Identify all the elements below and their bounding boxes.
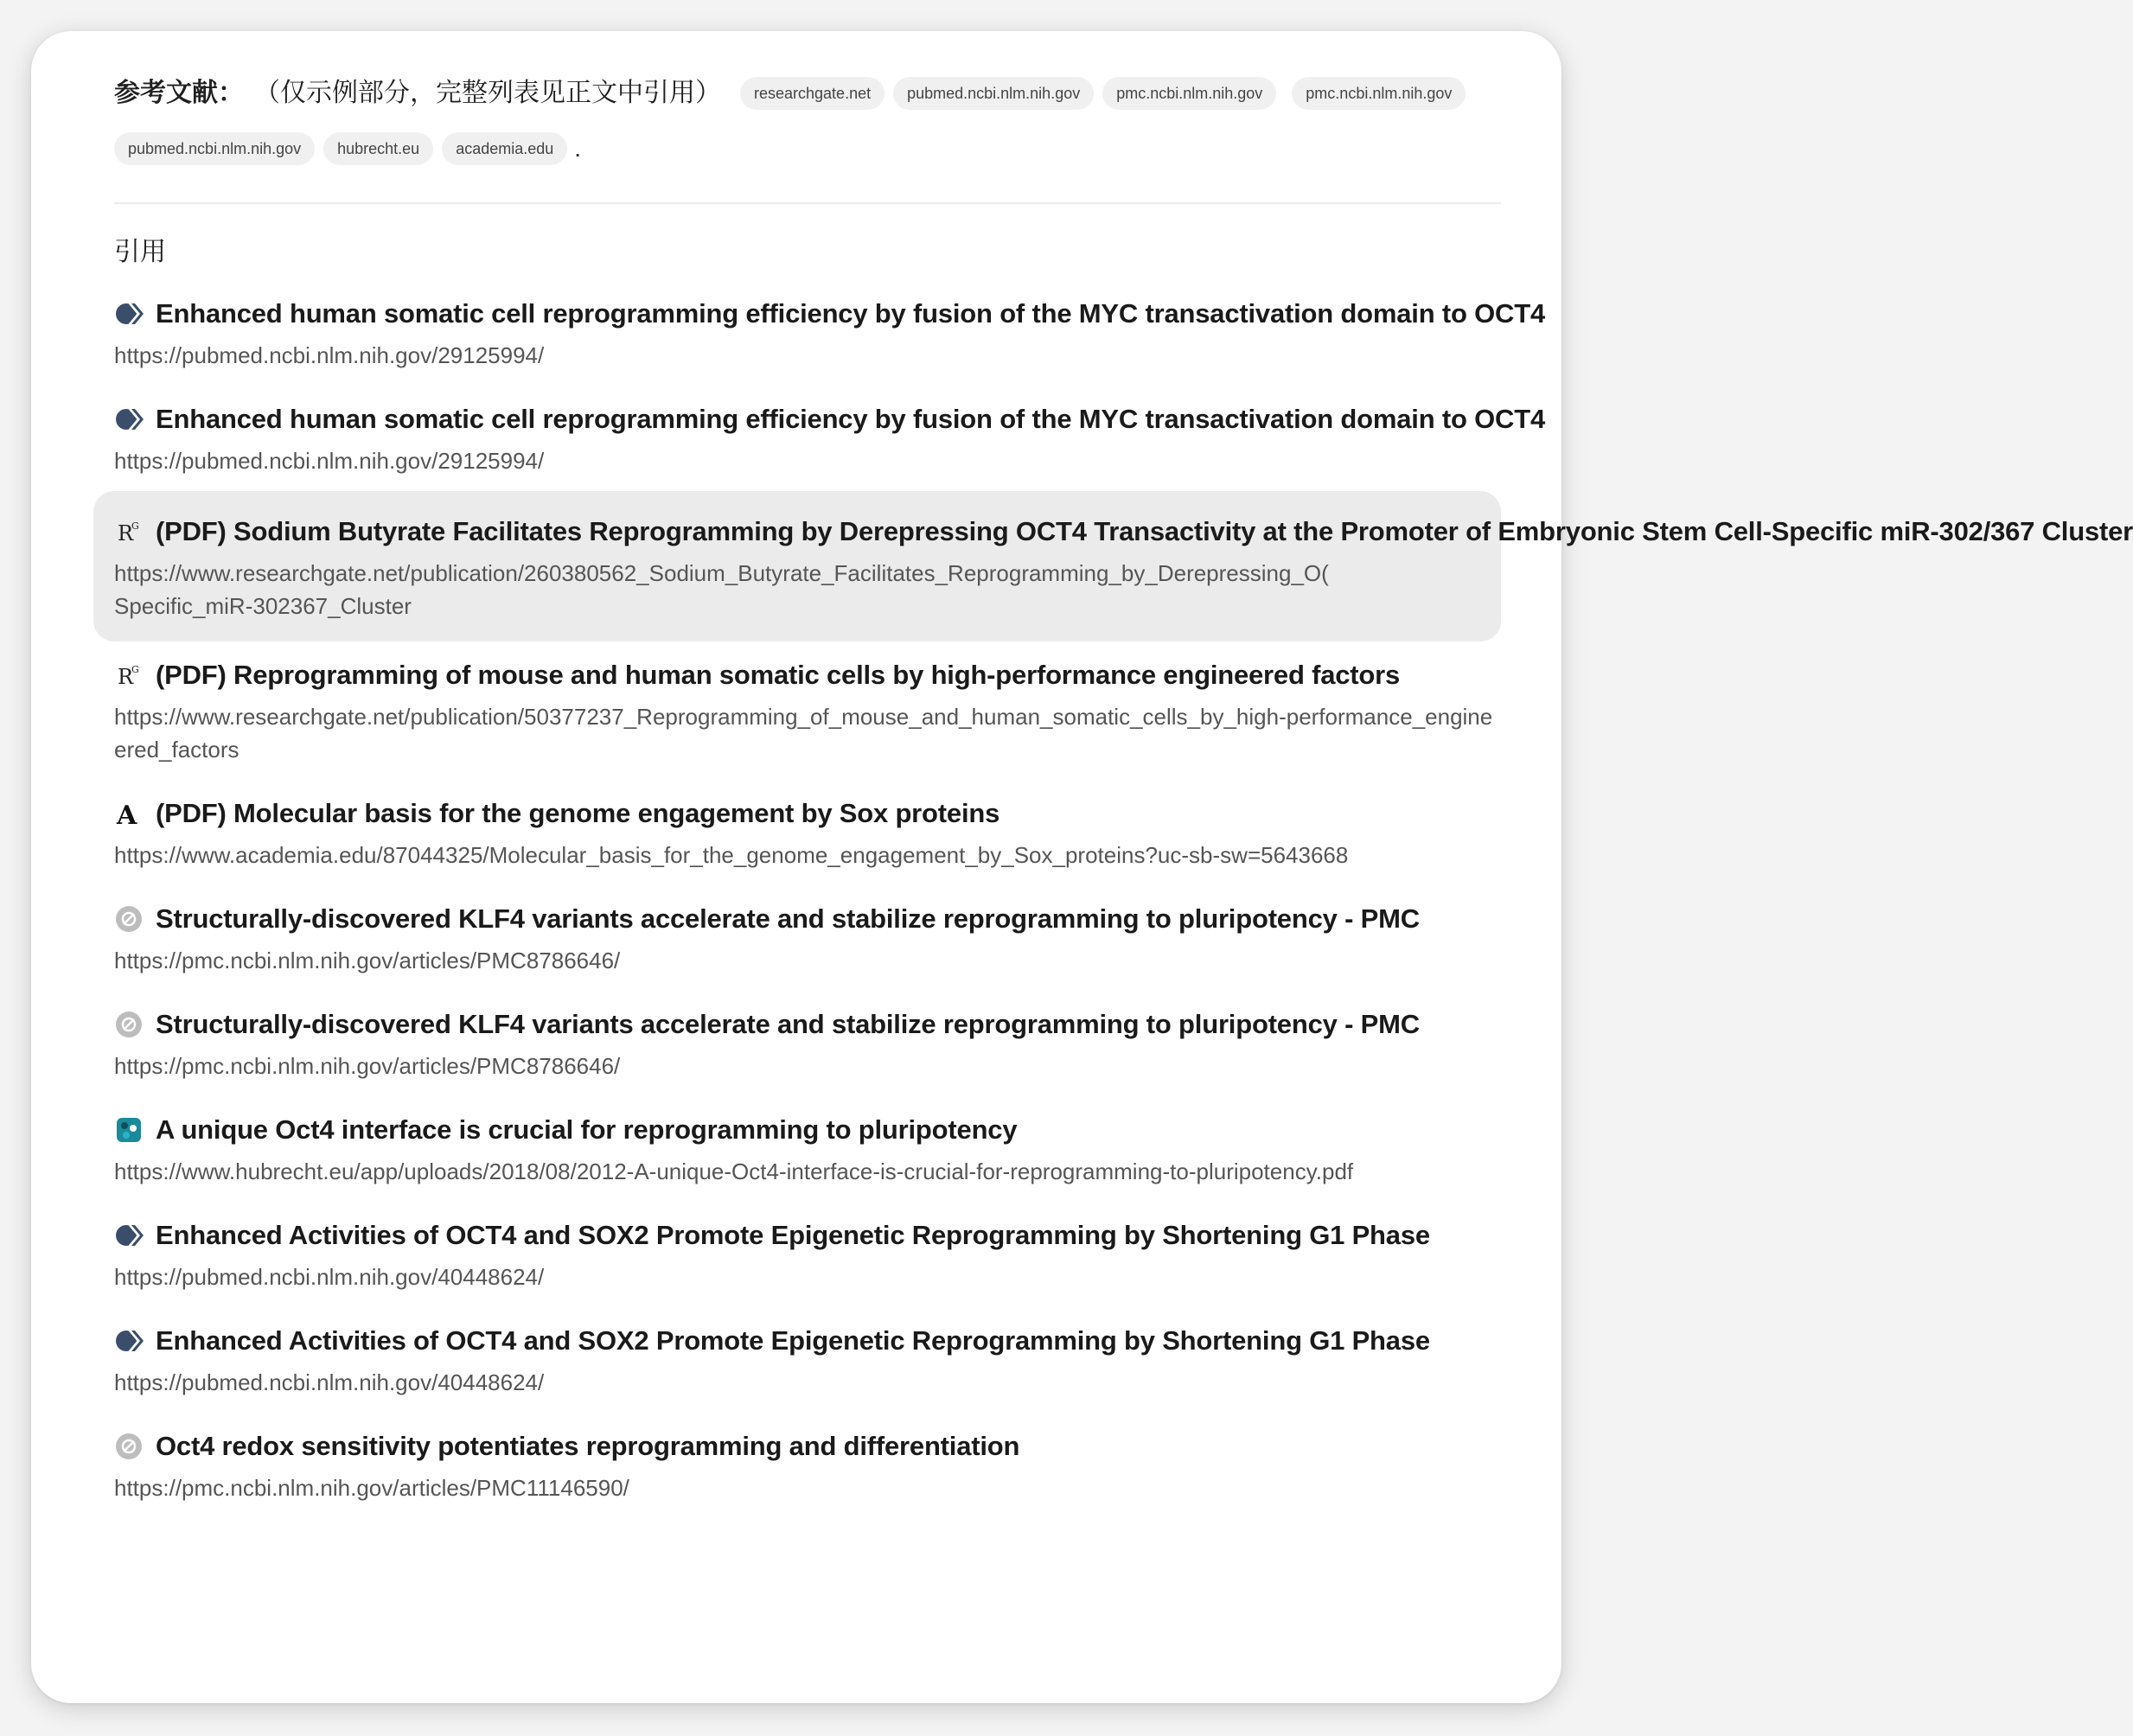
citation-url[interactable]: https://www.hubrecht.eu/app/uploads/2018/08/2012-A-unique-Oct4-interface-is-crucial-for-reprogramming-to-pluripotency.pdf (114, 1158, 1354, 1184)
svg-text:G: G (131, 664, 139, 675)
citation-url-line: Specific_miR-302367_Cluster (114, 593, 412, 619)
citation-title[interactable]: Oct4 redox sensitivity potentiates reprogramming and differentiation (156, 1431, 1020, 1461)
citation-title[interactable]: Enhanced human somatic cell reprogramming efficiency by fusion of the MYC transactivation domain to OCT4 (156, 298, 1545, 329)
citation-item-highlighted[interactable] (93, 491, 2133, 641)
references-line (114, 73, 1501, 169)
source-chip-pubmed[interactable]: pubmed.ncbi.nlm.nih.gov (114, 132, 315, 165)
source-chip-pubmed[interactable]: pubmed.ncbi.nlm.nih.gov (893, 77, 1094, 110)
researchgate-icon (114, 661, 144, 690)
citation-url[interactable]: https://www.researchgate.net/publication/50377237_Reprogramming_of_mouse_and_human_somatic_cells_by_high-performance_engineered_factors (114, 704, 1493, 763)
references-period: . (574, 135, 582, 162)
source-chip-pmc[interactable]: pmc.ncbi.nlm.nih.gov (1292, 77, 1466, 110)
citation-title[interactable]: Structurally-discovered KLF4 variants accelerate and stabilize reprogramming to pluripotency - PMC (156, 1009, 1420, 1039)
citation-title[interactable]: (PDF) Reprogramming of mouse and human somatic cells by high-performance engineered factors (156, 660, 1401, 690)
svg-text:G: G (131, 520, 139, 532)
citation-title[interactable]: (PDF) Molecular basis for the genome engagement by Sox proteins (156, 798, 1000, 828)
citation-url[interactable]: https://pmc.ncbi.nlm.nih.gov/articles/PMC11146590/ (114, 1475, 629, 1501)
citation-url[interactable]: https://pubmed.ncbi.nlm.nih.gov/40448624/ (114, 1264, 545, 1290)
citation-item[interactable] (114, 1003, 1501, 1108)
citation-item[interactable] (114, 398, 1545, 503)
citation-title[interactable]: Enhanced human somatic cell reprogramming efficiency by fusion of the MYC transactivation domain to OCT4 (156, 404, 1545, 434)
pmc-icon (114, 1432, 144, 1461)
citations-heading: 引用 (114, 237, 166, 267)
citation-item[interactable] (114, 1319, 1501, 1425)
citation-url[interactable]: https://pubmed.ncbi.nlm.nih.gov/29125994/ (114, 448, 545, 474)
references-label: 参考文献： (114, 78, 244, 108)
citation-url[interactable] (114, 557, 1480, 622)
citation-url[interactable]: https://pubmed.ncbi.nlm.nih.gov/40448624/ (114, 1369, 545, 1395)
pubmed-icon (114, 405, 144, 434)
pubmed-icon (114, 1326, 144, 1356)
citation-url-line: https://www.researchgate.net/publication/260380562_Sodium_Butyrate_Facilitates_Reprogramming_by_Derepressing_O( (114, 560, 1329, 586)
panel-content (114, 73, 2133, 1530)
citation-item[interactable] (114, 897, 1501, 1003)
hubrecht-icon (114, 1115, 144, 1145)
citation-url[interactable]: https://pubmed.ncbi.nlm.nih.gov/29125994/ (114, 342, 545, 368)
citation-url[interactable]: https://pmc.ncbi.nlm.nih.gov/articles/PMC8786646/ (114, 948, 621, 973)
source-chip-hubrecht[interactable]: hubrecht.eu (323, 132, 433, 165)
researchgate-icon (114, 517, 144, 546)
source-chip-academia[interactable]: academia.edu (442, 132, 567, 165)
pmc-icon (114, 904, 144, 934)
citation-url[interactable]: https://pmc.ncbi.nlm.nih.gov/articles/PMC8786646/ (114, 1053, 621, 1079)
citation-item[interactable] (114, 1425, 1501, 1530)
academia-icon (114, 799, 144, 831)
source-chip-pmc[interactable]: pmc.ncbi.nlm.nih.gov (1102, 77, 1276, 110)
citation-item[interactable] (114, 292, 1545, 398)
source-chip-researchgate[interactable]: researchgate.net (740, 77, 884, 110)
citation-item[interactable] (114, 1108, 1501, 1214)
svg-text:R: R (118, 665, 134, 689)
svg-text:R: R (118, 521, 134, 546)
citation-title[interactable]: (PDF) Sodium Butyrate Facilitates Reprogramming by Derepressing OCT4 Transactivity at the Promoter of Embryonic Stem Cell-Specific miR-302/367 Cluster (156, 516, 2133, 546)
references-note: （仅示例部分，完整列表见正文中引用） (254, 78, 721, 108)
citation-item[interactable] (114, 654, 1501, 792)
pubmed-icon (114, 299, 144, 329)
pubmed-icon (114, 1221, 144, 1250)
citation-list (114, 292, 2133, 1530)
citation-title[interactable]: Enhanced Activities of OCT4 and SOX2 Promote Epigenetic Reprogramming by Shortening G1 Phase (156, 1325, 1430, 1356)
citation-url[interactable]: https://www.academia.edu/87044325/Molecular_basis_for_the_genome_engagement_by_Sox_proteins?uc-sb-sw=5643668 (114, 842, 1349, 868)
citation-item[interactable] (114, 1214, 1501, 1319)
pmc-icon (114, 1010, 144, 1039)
divider (114, 202, 1501, 204)
svg-text:A: A (117, 801, 137, 831)
citation-title[interactable]: A unique Oct4 interface is crucial for reprogramming to pluripotency (156, 1114, 1018, 1145)
citation-panel (31, 31, 2133, 1703)
citation-item[interactable] (114, 792, 1501, 897)
citation-title[interactable]: Enhanced Activities of OCT4 and SOX2 Promote Epigenetic Reprogramming by Shortening G1 Phase (156, 1220, 1430, 1250)
citation-title[interactable]: Structurally-discovered KLF4 variants accelerate and stabilize reprogramming to pluripotency - PMC (156, 903, 1420, 934)
